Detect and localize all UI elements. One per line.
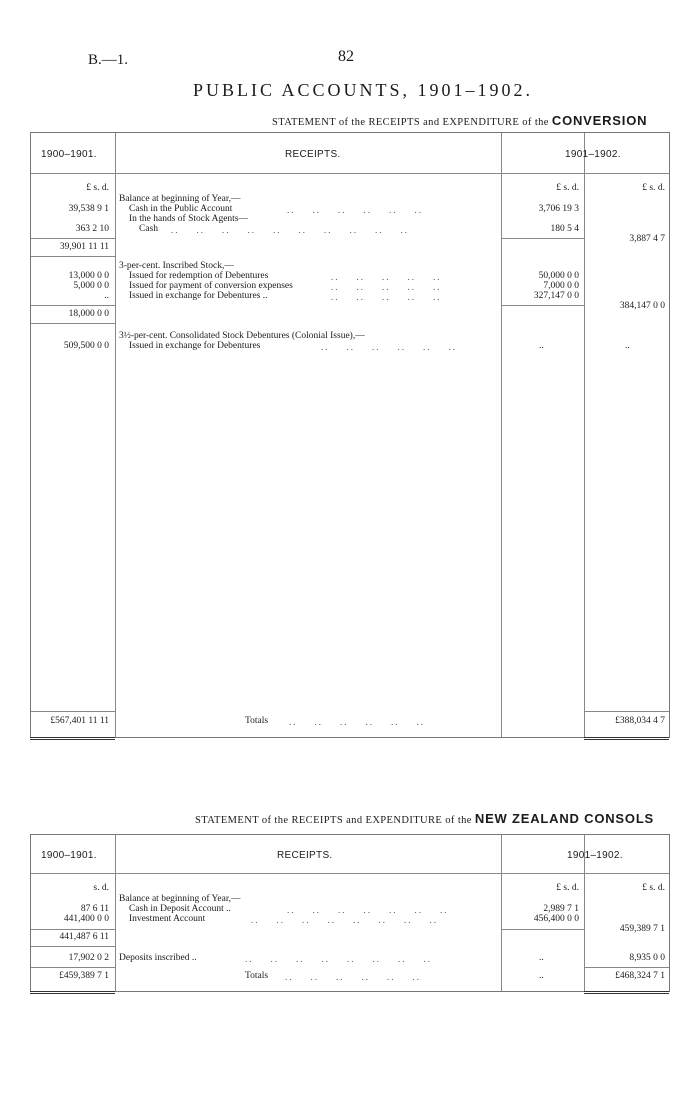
prior-investment: 441,400 0 0 xyxy=(63,914,109,924)
prior-exchange: .. xyxy=(104,291,109,301)
consolidated-exchange-label: Issued in exchange for Debentures xyxy=(129,341,261,351)
page-title: PUBLIC ACCOUNTS, 1901–1902. xyxy=(193,80,534,100)
consols-totals-label: Totals xyxy=(245,971,269,981)
consols-receipts-table: 1900–1901. RECEIPTS. 1901–1902. s. d. £ s. d. £ s. d. Balance at beginning of Year,— Cash in Deposit Account .. .. .. .. .. .. .. .. 87 6 11 2,989 7 1 Investment Account .. .. .. .. .. .. .. .. 441,400 0 0 456,400 0 0 441,487 6 11 459,389 7 1 Deposits inscribed .. .. .. .. .. .. .. .. .. 17,902 0 2 .. 8,935 0 0 Totals .. .. .. .. .. .. £459,389 7 1 .. £468,324 7 1 xyxy=(30,834,670,992)
inscribed-stock-heading: 3-per-cent. Inscribed Stock,— xyxy=(119,261,234,271)
current-consols-total: £468,324 7 1 xyxy=(615,971,665,981)
totals-label: Totals xyxy=(245,716,269,726)
statement1-heading xyxy=(272,113,647,128)
currency-header-current-total: £ s. d. xyxy=(642,183,665,193)
consols-balance-heading: Balance at beginning of Year,— xyxy=(119,894,241,904)
current-deposits-inscribed: 8,935 0 0 xyxy=(629,953,665,963)
statement2-heading xyxy=(195,811,654,826)
conversion-expenses-label: Issued for payment of conversion expenses xyxy=(129,281,293,291)
currency-header-prior-2: s. d. xyxy=(93,883,109,893)
statement2-col-prior: 1900–1901. xyxy=(41,850,97,861)
currency-header-prior: £ s. d. xyxy=(86,183,109,193)
statement1-col-current: 1901–1902. xyxy=(565,149,621,160)
current-consolidated-total: .. xyxy=(625,341,630,351)
current-cash-public: 3,706 19 3 xyxy=(538,204,579,214)
cash-label: Cash xyxy=(139,224,158,234)
deposits-inscribed-label: Deposits inscribed .. xyxy=(119,953,197,963)
current-deposits-detail: .. xyxy=(539,953,544,963)
statement2-heading-bold: NEW ZEALAND CONSOLS xyxy=(474,811,655,826)
cash-public-account-label: Cash in the Public Account xyxy=(129,204,233,214)
prior-consolidated: 509,500 0 0 xyxy=(63,341,109,351)
current-investment: 456,400 0 0 xyxy=(533,914,579,924)
prior-redemption: 13,000 0 0 xyxy=(68,271,109,281)
conversion-receipts-table: 1900–1901. RECEIPTS. 1901–1902. £ s. d. £ s. d. £ s. d. Balance at beginning of Year,— Cash in the Public Account .. .. .. .. .. .. 39,538 9 1 3,706 19 3 In the hands of Stock Agents— Cash .. .. .. .. .. .. .. .. .. .. 363 2 10 180 5 4 39,901 11 11 3,887 4 7 3-per-cent. Inscribed Stock,— Issued for redemption of Debentures .. .. .. .. .. 13,000 0 0 50,000 0 0 Issued for payment of conversion expenses .. .. .. .. .. 5,000 0 0 7,000 0 0 Issued in exchange for Debentures .. .. .. .. .. .. .. 327,147 0 0 18,000 0 0 384,147 0 0 3½-per-cent. Consolidated Stock Debentures (Colonial Issue),— Issued in exchange for Debentures .. .. .. .. .. .. 509,500 0 0 .. .. Totals .. .. .. .. .. .. £567,401 11 11 £388,034 4 7 xyxy=(30,132,670,738)
redemption-label: Issued for redemption of Debentures xyxy=(129,271,269,281)
statement1-heading-bold: CONVERSION xyxy=(551,113,648,128)
exchange-label: Issued in exchange for Debentures .. xyxy=(129,291,268,301)
statement1-col-prior: 1900–1901. xyxy=(41,149,97,160)
current-deposit: 2,989 7 1 xyxy=(543,904,579,914)
prior-balance-subtotal: 39,901 11 11 xyxy=(59,242,109,252)
prior-cash-public: 39,538 9 1 xyxy=(68,204,109,214)
stock-agents-heading: In the hands of Stock Agents— xyxy=(129,214,249,224)
prior-conversion-expenses: 5,000 0 0 xyxy=(73,281,109,291)
prior-consols-total: £459,389 7 1 xyxy=(59,971,109,981)
prior-grand-total: £567,401 11 11 xyxy=(50,716,109,726)
currency-header-current-total-2: £ s. d. xyxy=(642,883,665,893)
currency-header-current-detail: £ s. d. xyxy=(556,183,579,193)
prior-deposit: 87 6 11 xyxy=(80,904,109,914)
current-grand-total: £388,034 4 7 xyxy=(615,716,665,726)
current-redemption: 50,000 0 0 xyxy=(538,271,579,281)
statement2-col-receipts: RECEIPTS. xyxy=(277,850,333,861)
prior-cash: 363 2 10 xyxy=(75,224,109,234)
current-cash: 180 5 4 xyxy=(550,224,579,234)
currency-header-current-detail-2: £ s. d. xyxy=(556,883,579,893)
statement1-heading-prefix: STATEMENT of the RECEIPTS and EXPENDITURE of the xyxy=(272,117,549,128)
prior-consols-subtotal: 441,487 6 11 xyxy=(59,932,109,942)
statement2-col-current: 1901–1902. xyxy=(567,850,623,861)
investment-account-label: Investment Account xyxy=(129,914,206,924)
prior-inscribed-subtotal: 18,000 0 0 xyxy=(68,309,109,319)
current-consols-balance-total: 459,389 7 1 xyxy=(619,924,665,934)
current-consolidated-detail: .. xyxy=(539,341,544,351)
current-balance-total: 3,887 4 7 xyxy=(629,234,665,244)
current-exchange: 327,147 0 0 xyxy=(533,291,579,301)
current-conversion-expenses: 7,000 0 0 xyxy=(543,281,579,291)
page-number: 82 xyxy=(338,48,354,65)
prior-deposits-inscribed: 17,902 0 2 xyxy=(68,953,109,963)
section-reference: B.—1. xyxy=(88,52,129,68)
current-inscribed-total: 384,147 0 0 xyxy=(619,301,665,311)
balance-heading: Balance at beginning of Year,— xyxy=(119,194,241,204)
consolidated-heading: 3½-per-cent. Consolidated Stock Debentures (Colonial Issue),— xyxy=(119,331,365,341)
statement1-col-receipts: RECEIPTS. xyxy=(285,149,341,160)
current-consols-detail-total: .. xyxy=(539,971,544,981)
deposit-account-label: Cash in Deposit Account .. xyxy=(129,904,231,914)
statement2-heading-prefix: STATEMENT of the RECEIPTS and EXPENDITURE of the xyxy=(195,815,472,826)
